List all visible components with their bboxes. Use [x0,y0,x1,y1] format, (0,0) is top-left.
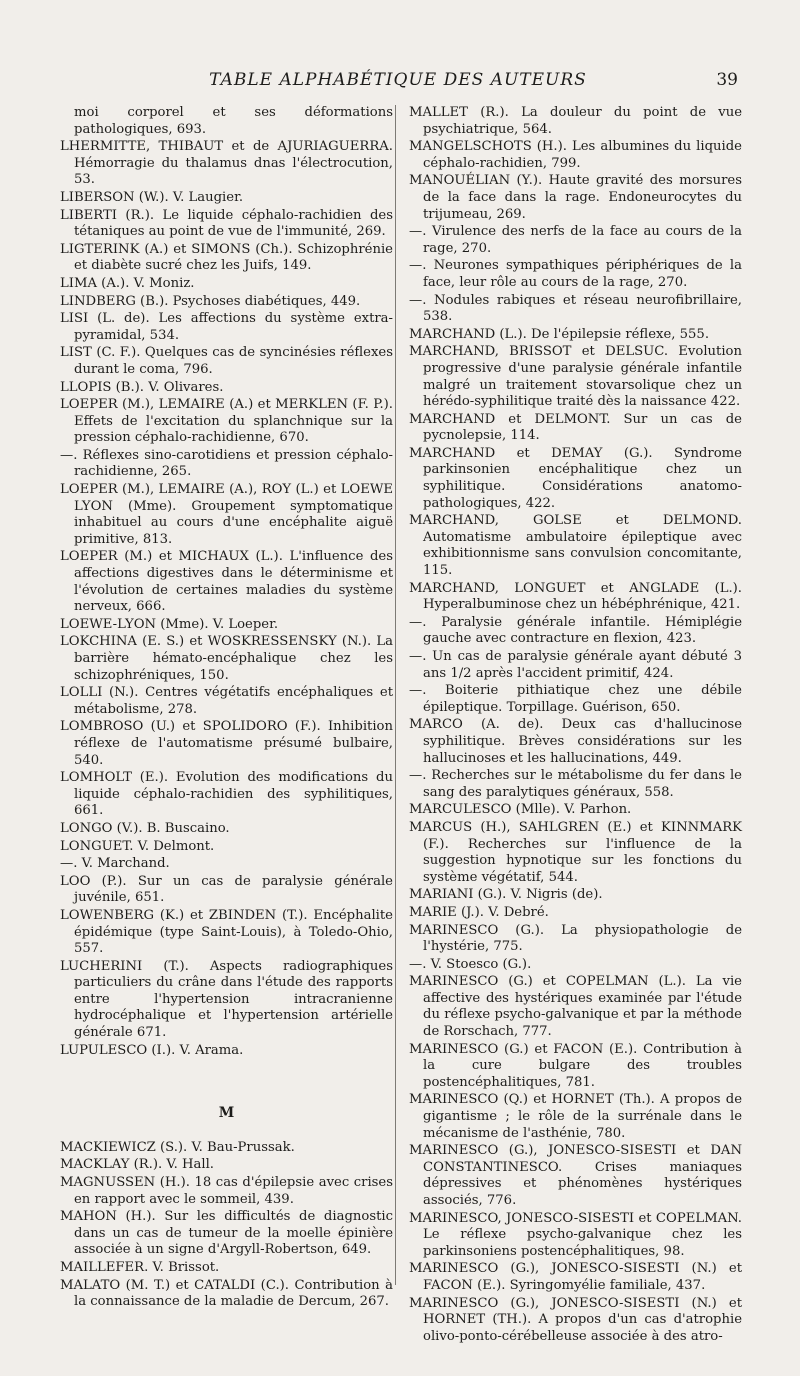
index-entry: —. Neurones sympathiques périphériques de la face, leur rôle au cours de la rage, 270. [409,258,742,290]
index-entry: MARCUS (H.), SAHLGREN (E.) et KINNMARK (F.). Recherches sur l'influence de la suggestion hypnotique sur les fonctions du système végétatif, 544. [409,819,742,885]
index-entry: MARINESCO (G.) et COPELMAN (L.). La vie affective des hystériques examinée par l'étude du réflexe psycho-galvanique et par la méthode de Rorschach, 777. [409,974,742,1040]
index-entry: MARIANI (G.). V. Nigris (de). [409,887,603,903]
index-entry: LHERMITTE, THIBAUT et de AJURIAGUERRA. Hémorragie du thalamus dnas l'électrocution, 53. [60,139,393,188]
index-entry: MARINESCO (G.), JONESCO-SISESTI et DAN CONSTANTINESCO. Crises maniaques dépressives et phénomènes hystériques associés, 776. [409,1143,742,1208]
index-entry: LINDBERG (B.). Psychoses diabétiques, 449. [60,293,361,309]
index-entry: MARCHAND et DELMONT. Sur un cas de pycnolepsie, 114. [409,411,742,444]
index-entry: —. Paralysie générale infantile. Hémiplégie gauche avec contracture en flexion, 423. [409,614,742,647]
index-entry: LOEWE-LYON (Mme). V. Loeper. [60,616,279,632]
index-entry: MARCULESCO (Mlle). V. Parhon. [409,802,632,818]
index-entry: LOLLI (N.). Centres végétatifs encéphaliques et métabolisme, 278. [60,685,393,717]
index-entry: MARINESCO (G.), JONESCO-SISESTI (N.) et FACON (E.). Syringomyélie familiale, 437. [409,1261,742,1293]
index-entry: MANGELSCHOTS (H.). Les albumines du liquide céphalo-rachidien, 799. [409,139,742,171]
index-entry: LONGO (V.). B. Buscaino. [60,820,230,836]
index-entry: LOKCHINA (E. S.) et WOSKRESSENSKY (N.). La barrière hémato-encéphalique chez les schizophréniques, 150. [60,634,393,683]
index-entry: —. Virulence des nerfs de la face au cours de la rage, 270. [409,224,742,256]
index-entry: —. V. Stoesco (G.). [409,956,532,972]
index-entry: MARCHAND, GOLSE et DELMOND. Automatisme ambulatoire épileptique avec exhibitionnisme sans convulsion concomitante, 115. [409,513,742,579]
index-entry: MAILLEFER. V. Brissot. [60,1260,220,1275]
index-entry: —. Boiterie pithiatique chez une débile épileptique. Torpillage. Guérison, 650. [409,683,742,715]
right-column [409,105,742,1346]
index-entry: MALLET (R.). La douleur du point de vue psychiatrique, 564. [409,105,742,137]
index-entry: —. V. Marchand. [60,856,170,872]
index-entry: LIGTERINK (A.) et SIMONS (Ch.). Schizophrénie et diabète sucré chez les Juifs, 149. [60,241,393,274]
index-entry: —. Recherches sur le métabolisme du fer dans le sang des paralytiques généraux, 558. [409,768,742,800]
index-entry: LOWENBERG (K.) et ZBINDEN (T.). Encéphalite épidémique (type Saint-Louis), à Toledo-Ohio, 557. [60,907,393,957]
index-entry: MACKLAY (R.). V. Hall. [60,1157,214,1173]
index-entry: MANOUÉLIAN (Y.). Haute gravité des morsures de la face dans la rage. Endoneurocytes du trijumeau, 269. [409,173,742,222]
index-entry: LIBERSON (W.). V. Laugier. [60,189,244,205]
index-entry: MARCHAND et DEMAY (G.). Syndrome parkinsonien encéphalitique chez un syphilitique. Considérations anatomo-pathologiques, 422. [409,445,742,511]
index-entry: LONGUET. V. Delmont. [60,838,215,854]
index-entry: —. Réflexes sino-carotidiens et pression céphalo-rachidienne, 265. [60,447,393,480]
index-entry: MARCHAND (L.). De l'épilepsie réflexe, 555. [409,326,710,342]
index-entry: LIMA (A.). V. Moniz. [60,275,195,291]
index-entry: MARINESCO (Q.) et HORNET (Th.). A propos de gigantisme ; le rôle de la surrénale dans le mécanisme de l'asthénie, 780. [409,1092,742,1141]
section-letter: M [218,1105,235,1122]
index-entry: LISI (L. de). Les affections du système extra-pyramidal, 534. [60,311,393,343]
page-number: 39 [716,70,738,90]
index-entry: MAHON (H.). Sur les difficultés de diagnostic dans un cas de tumeur de la moelle épinière associée à un signe d'Argyll-Robertson, 649. [60,1209,393,1258]
index-entry: MARINESCO, JONESCO-SISESTI et COPELMAN. Le réflexe psycho-galvanique chez les parkinsoniens postencéphalitiques, 98. [409,1210,742,1259]
index-entry: MACKIEWICZ (S.). V. Bau-Prussak. [60,1139,295,1155]
index-entry: LOEPER (M.), LEMAIRE (A.), ROY (L.) et LOEWE LYON (Mme). Groupement symptomatique inhabituel au cours d'une encéphalite aiguë primitive, 813. [60,482,393,547]
index-entry: MARIE (J.). V. Debré. [409,904,549,920]
left-column [60,105,393,1312]
index-entry: moi corporel et ses déformations pathologiques, 693. [74,105,393,137]
index-entry: MARCHAND, LONGUET et ANGLADE (L.). Hyperalbuminose chez un hébéphrénique, 421. [409,580,742,613]
index-entry: LOEPER (M.), LEMAIRE (A.) et MERKLEN (F. P.). Effets de l'excitation du splanchnique sur la pression céphalo-rachidienne, 670. [60,397,393,446]
index-entry: LOMBROSO (U.) et SPOLIDORO (F.). Inhibition réflexe de l'automatisme présumé bulbaire, 540. [60,719,393,768]
index-entry: —. Nodules rabiques et réseau neurofibrillaire, 538. [409,292,742,325]
index-entry: MALATO (M. T.) et CATALDI (C.). Contribution à la connaissance de la maladie de Dercum, 267. [60,1277,393,1310]
index-entry: —. Un cas de paralysie générale ayant débuté 3 ans 1/2 après l'accident primitif, 424. [409,649,742,681]
index-entry: MARCO (A. de). Deux cas d'hallucinose syphilitique. Brèves considérations sur les hallucinoses et les hallucinations, 449. [409,717,742,766]
index-entry: LOO (P.). Sur un cas de paralysie générale juvénile, 651. [60,873,393,906]
index-entry: MARCHAND, BRISSOT et DELSUC. Evolution progressive d'une paralysie générale infantile malgré un traitement stovarsolique chez un hérédo-syphilitique traité dès la naissance 422. [409,344,742,410]
index-entry: LOEPER (M.) et MICHAUX (L.). L'influence des affections digestives dans le déterminisme et l'évolution de certaines maladies du système nerveux, 666. [60,549,393,615]
index-entry: MARINESCO (G.) et FACON (E.). Contribution à la cure bulgare des troubles postencéphalitiques, 781. [409,1041,742,1090]
page-header [58,70,738,96]
running-title: TABLE ALPHABÉTIQUE DES AUTEURS [209,70,587,90]
index-entry: LIST (C. F.). Quelques cas de syncinésies réflexes durant le coma, 796. [60,345,393,377]
index-entry: LLOPIS (B.). V. Olivares. [60,379,224,395]
index-entry: LUCHERINI (T.). Aspects radiographiques particuliers du crâne dans l'étude des rapports entre l'hypertension intracranienne hydrocéphalique et l'hypertension artérielle générale 671. [60,958,393,1041]
index-entry: LIBERTI (R.). Le liquide céphalo-rachidien des tétaniques au point de vue de l'immunité, 269. [60,207,393,240]
index-entry: MARINESCO (G.), JONESCO-SISESTI (N.) et HORNET (TH.). A propos d'un cas d'atrophie olivo-ponto-cérébelleuse associée à des atro- [409,1295,742,1344]
index-entry: MARINESCO (G.). La physiopathologie de l'hystérie, 775. [409,922,742,955]
index-entry: MAGNUSSEN (H.). 18 cas d'épilepsie avec crises en rapport avec le sommeil, 439. [60,1175,393,1207]
index-entry: LUPULESCO (I.). V. Arama. [60,1042,244,1058]
index-entry: LOMHOLT (E.). Evolution des modifications du liquide céphalo-rachidien des syphilitiques, 661. [60,770,393,819]
